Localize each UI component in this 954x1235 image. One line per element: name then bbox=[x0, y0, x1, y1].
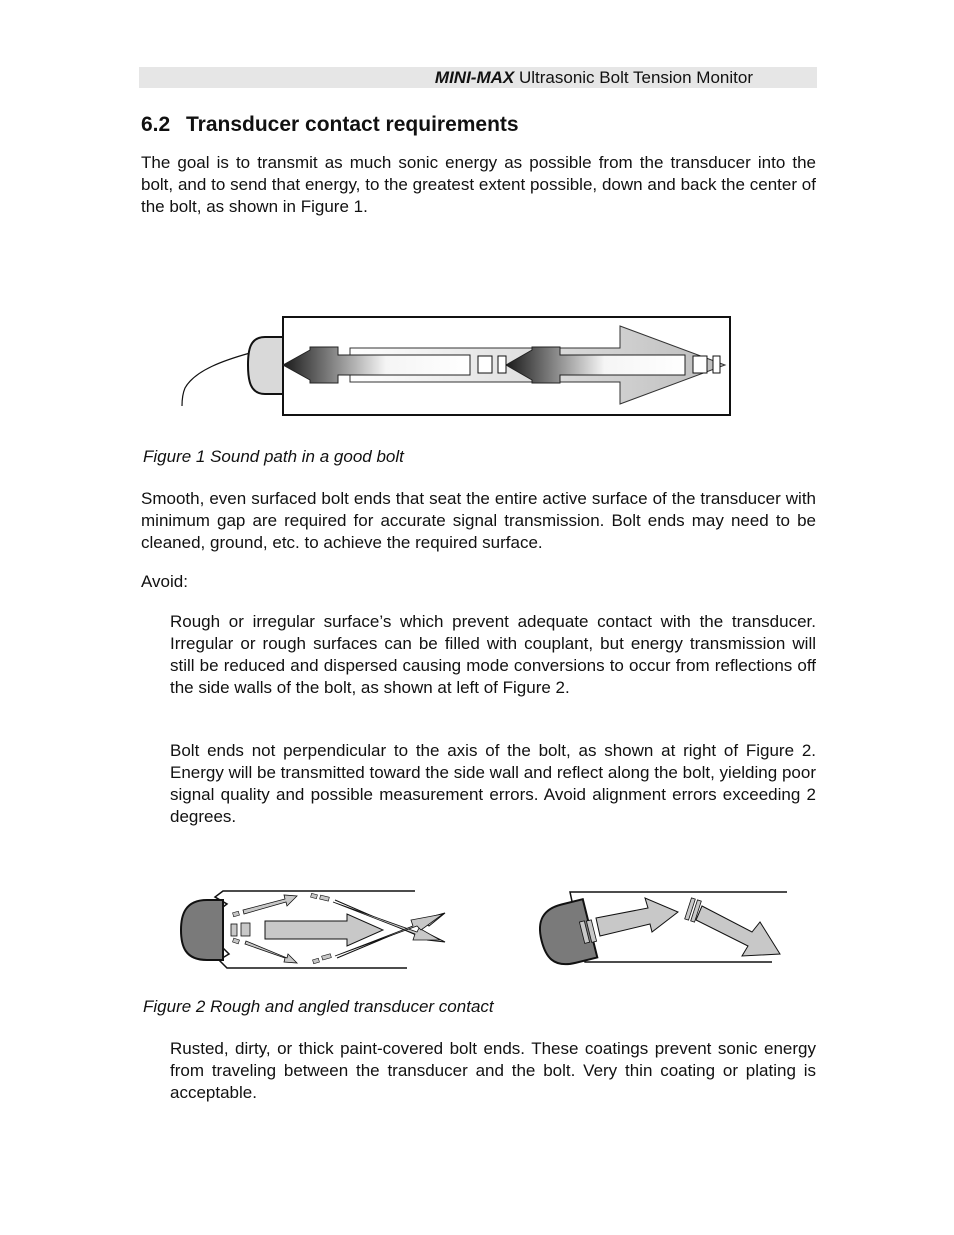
angled-arrow-1 bbox=[596, 898, 678, 936]
lower-reflection-arrow bbox=[245, 941, 297, 963]
rough-surface-paragraph: Rough or irregular surface’s which prevent adequate contact with the transducer. Irregular or rough surfaces can be filled with couplant, but energy transmission will still be reduced and dispersed causing mode conversions to occur from reflections off the side walls of the bolt, as shown at left of Figure 2. bbox=[170, 612, 816, 697]
perpendicular-paragraph: Bolt ends not perpendicular to the axis of the bolt, as shown at right of Figure 2. Energy will be transmitted toward the side wall and reflect along the bolt, yielding poor signal quality and possible measurement errors. Avoid alignment errors exceeding 2 degrees. bbox=[170, 741, 816, 826]
transducer-cable bbox=[182, 353, 250, 406]
figure-1-sound-path-diagram bbox=[170, 310, 740, 420]
figure-2-angled-contact-diagram bbox=[530, 880, 800, 975]
pulse-segment bbox=[713, 356, 720, 373]
center-arrow bbox=[265, 914, 383, 946]
pulse-segment bbox=[233, 911, 240, 916]
pulse-segment bbox=[241, 923, 250, 936]
avoid-label: Avoid: bbox=[141, 572, 188, 591]
section-title bbox=[141, 113, 519, 137]
rusted-paragraph: Rusted, dirty, or thick paint-covered bolt ends. These coatings prevent sonic energy from traveling between the transducer and the bolt. Very thin coating or plating is acceptable. bbox=[170, 1039, 816, 1102]
pulse-segment bbox=[231, 924, 237, 936]
figure-2-caption: Figure 2 Rough and angled transducer contact bbox=[143, 997, 494, 1016]
pulse-segment bbox=[311, 893, 318, 898]
smooth-paragraph: Smooth, even surfaced bolt ends that seat the entire active surface of the transducer with minimum gap are required for accurate signal transmission. Bolt ends may need to be cleaned, ground, etc. to achieve the required surface. bbox=[141, 489, 816, 552]
transducer bbox=[181, 900, 223, 960]
transducer bbox=[248, 337, 283, 394]
pulse-segment bbox=[693, 356, 707, 373]
pulse-segment bbox=[498, 356, 506, 373]
bolt-outline-bottom bbox=[219, 946, 407, 968]
section-heading: Transducer contact requirements bbox=[186, 113, 519, 136]
header-text bbox=[435, 68, 753, 88]
header-product: MINI-MAX bbox=[434, 68, 515, 87]
figure-1-caption: Figure 1 Sound path in a good bolt bbox=[143, 447, 404, 466]
header-subtitle: Ultrasonic Bolt Tension Monitor bbox=[514, 68, 753, 87]
figure-2-rough-contact-diagram bbox=[175, 880, 455, 975]
pulse-segment bbox=[322, 954, 332, 960]
pulse-segment bbox=[478, 356, 492, 373]
pulse-segment bbox=[313, 958, 320, 963]
section-number: 6.2 bbox=[141, 113, 171, 136]
pulse-segment bbox=[320, 895, 330, 901]
intro-paragraph: The goal is to transmit as much sonic energy as possible from the transducer into the bolt, and to send that energy, to the greatest extent possible, down and back the center of the bolt, as shown in Figure 1. bbox=[141, 153, 816, 216]
bolt-outline-top bbox=[215, 891, 415, 910]
page-header bbox=[139, 67, 817, 88]
pulse-segment bbox=[233, 938, 240, 944]
angled-arrow-2 bbox=[696, 906, 780, 956]
upper-reflection-arrow bbox=[243, 895, 297, 914]
